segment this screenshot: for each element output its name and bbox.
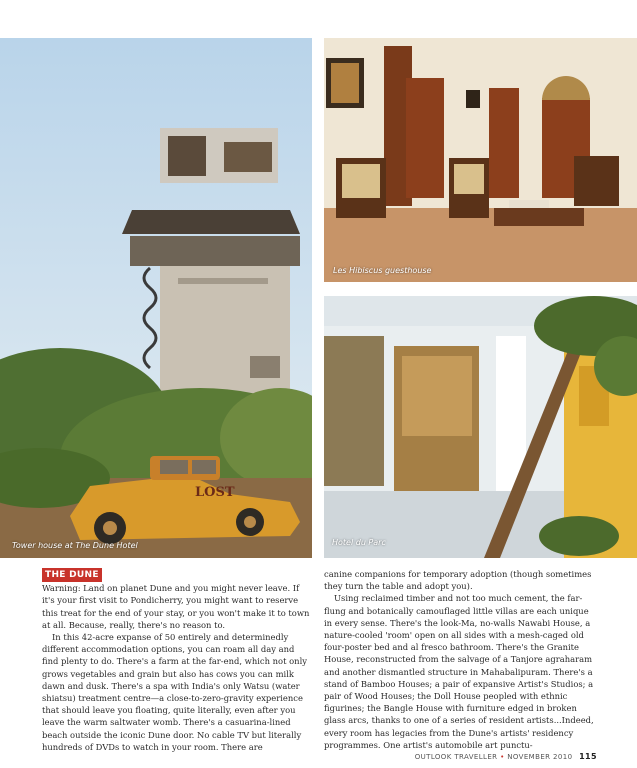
paragraph-4: Using reclaimed timber and not too much cement, the far-flung and botanically camouflaged little villas are each unique in every sense. There's the look-Ma, no-walls Nawabi House, a nature-cooled 'room' open on all sides with a mesh-caged old four-poster bed and al fresco bathroom. There's the Granite House, reconstructed from the salvage of a Tanjore agraharam and another dismantled structure in Mahabalipuram. There's a stand of Bamboo Houses; a pair of expansive Artist's Studios; a pair of Wood Houses; the Doll House peopled with ethnic figurines; the Bangle House with furniture edged in broken glass arcs, thanks to one of a series of resident artists...Indeed, every room has legacies from the Dune's artists' residency programmes. One artist's automobile art punctu- xyxy=(324,593,594,750)
magazine-name: OUTLOOK TRAVELLER xyxy=(414,753,498,761)
car-sign: LOST xyxy=(195,485,235,500)
section-label: THE DUNE xyxy=(42,568,102,582)
guesthouse-caption: Les Hibiscus guesthouse xyxy=(333,266,432,275)
paragraph-2: In this 42-acre expanse of 50 entirely and determinedly different accommodation options, you can roam all day and find plenty to do. There's a farm at the far-end, which not only grows vegetables and grain but also has cows you can milk dawn and dusk. There's a spa with India's only Watsu (water shiatsu) treatment centre—a close-to-zero-gravity experience that should leave you floating, quite literally, even after you leave the warm saltwater womb. There's a casuarina-lined beach outside the iconic Dune door. No cable TV but literally hundreds of DVDs to watch in your room. There are xyxy=(42,632,307,752)
paragraph-1: Warning: Land on planet Dune and you might never leave. If it's your first visit to Pondicherry, you might want to reserve this treat for the end of your stay, or you won't make it to town at all. Because, really, there's no reason to. xyxy=(42,583,310,630)
tower-house-photo xyxy=(0,38,312,558)
page-number: 115 xyxy=(579,752,597,761)
guesthouse-photo xyxy=(324,38,637,282)
tower-caption: Tower house at The Dune Hotel xyxy=(12,541,138,550)
footer-separator: • xyxy=(500,753,505,761)
article-column-2 xyxy=(324,568,594,751)
issue-date: NOVEMBER 2010 xyxy=(507,753,573,761)
hotel-photo xyxy=(324,296,637,558)
article-column-1 xyxy=(42,568,310,753)
page-footer xyxy=(415,752,597,761)
hotel-caption: Hotel du Parc xyxy=(332,538,386,547)
paragraph-3: canine companions for temporary adoption (though sometimes they turn the table and adopt you). xyxy=(324,569,592,592)
